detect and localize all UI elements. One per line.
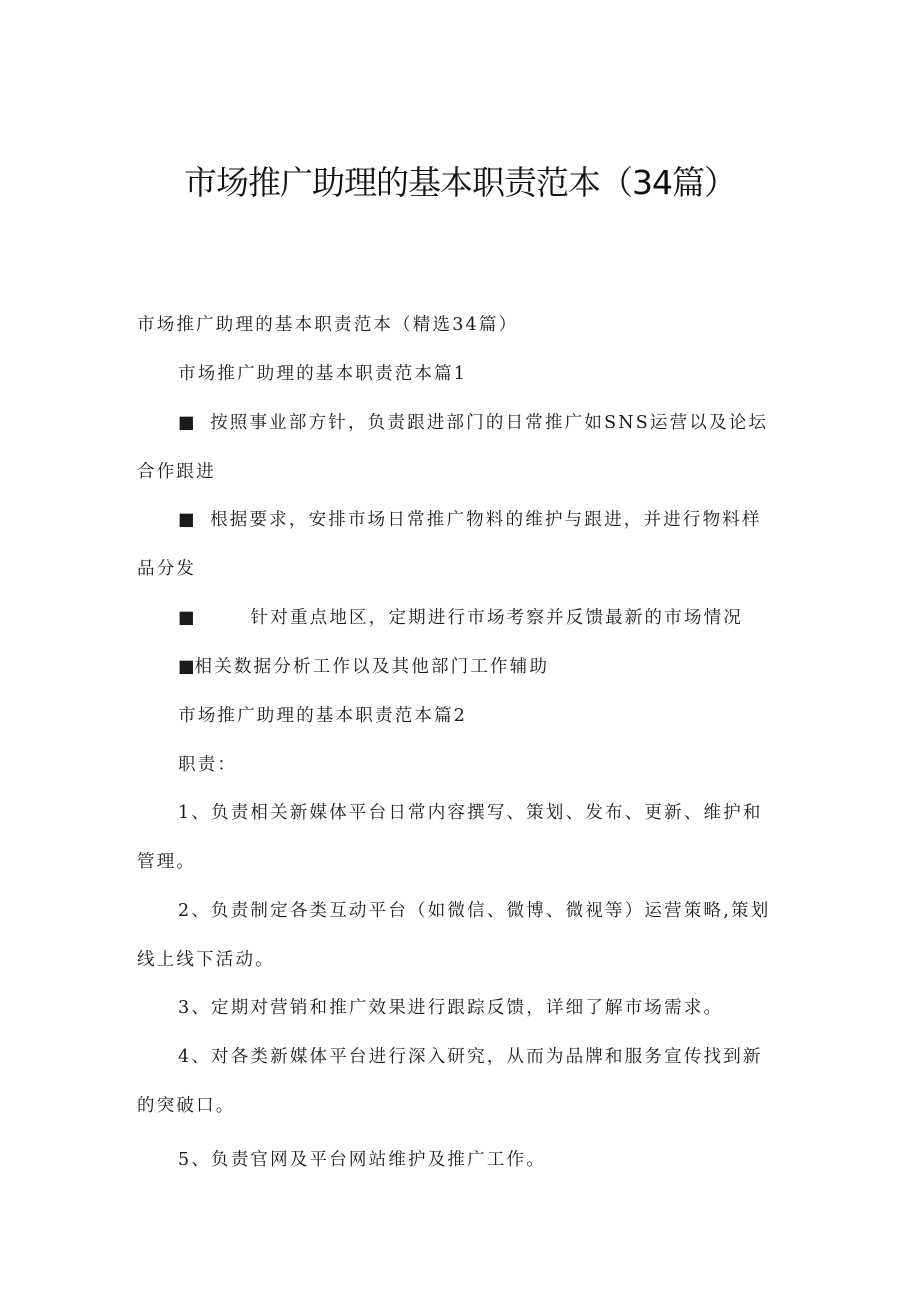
section-1-item-1 <box>178 411 768 435</box>
section-2-item-2-continued: 线上线下活动。 <box>137 950 275 970</box>
section-1-item-2 <box>178 508 762 532</box>
section-1-item-1-continued: 合作跟进 <box>137 462 216 482</box>
section-1-item-4 <box>178 655 549 679</box>
bullet-mark: ■ <box>178 413 195 433</box>
bullet-mark: ■ <box>178 510 195 530</box>
bullet-mark: ■ <box>178 608 195 628</box>
section-2-item-1: 1、负责相关新媒体平台日常内容撰写、策划、发布、更新、维护和 <box>178 803 763 823</box>
section-2-item-1-continued: 管理。 <box>137 852 197 872</box>
section-2-item-5: 5、负责官网及平台网站维护及推广工作。 <box>178 1150 546 1170</box>
item-text: 针对重点地区，定期进行市场考察并反馈最新的市场情况 <box>250 608 744 628</box>
section-1-heading: 市场推广助理的基本职责范本篇1 <box>178 364 468 384</box>
document-subtitle: 市场推广助理的基本职责范本（精选34篇） <box>137 315 519 335</box>
bullet-mark: ■ <box>178 657 195 677</box>
section-2-label: 职责： <box>178 755 238 775</box>
section-2-item-4: 4、对各类新媒体平台进行深入研究，从而为品牌和服务宣传找到新 <box>178 1047 763 1067</box>
section-2-item-2: 2、负责制定各类互动平台（如微信、微博、微视等）运营策略,策划 <box>178 901 771 921</box>
section-2-item-3: 3、定期对营销和推广效果进行跟踪反馈，详细了解市场需求。 <box>178 998 724 1018</box>
document-title: 市场推广助理的基本职责范本（34篇） <box>184 163 736 202</box>
item-text: 根据要求，安排市场日常推广物料的维护与跟进，并进行物料样 <box>210 510 762 530</box>
section-1-item-3 <box>178 606 743 630</box>
section-1-item-2-continued: 品分发 <box>137 559 197 579</box>
item-text: 按照事业部方针，负责跟进部门的日常推广如SNS运营以及论坛 <box>210 413 769 433</box>
section-2-heading: 市场推广助理的基本职责范本篇2 <box>178 706 468 726</box>
section-2-item-4-continued: 的突破口。 <box>137 1096 236 1116</box>
item-text: 相关数据分析工作以及其他部门工作辅助 <box>194 657 550 677</box>
